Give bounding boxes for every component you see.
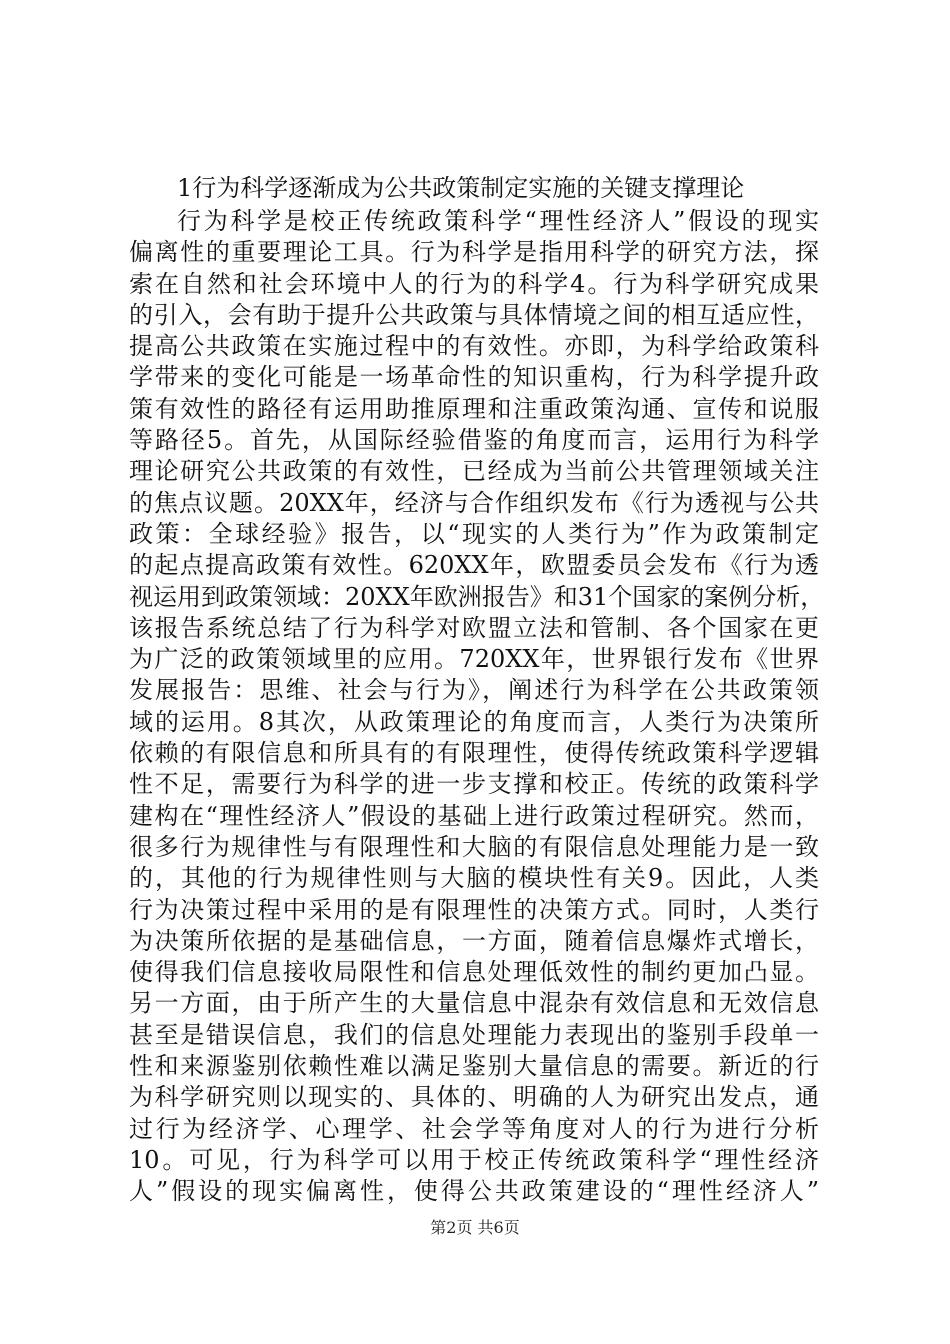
text-line: 视运用到政策领域：20XX年欧洲报告》和31个国家的案例分析，: [129, 582, 825, 611]
text-line: 性不足，需要行为科学的进一步支撑和校正。传统的政策科学: [129, 770, 819, 799]
text-line: 域的运用。8其次，从政策理论的角度而言，人类行为决策所: [129, 707, 819, 736]
text-line: 依赖的有限信息和所具有的有限理性，使得传统政策科学逻辑: [129, 739, 819, 768]
text-line: 行为科学是校正传统政策科学“理性经济人”假设的现实: [177, 207, 819, 235]
text-line: 的焦点议题。20XX年，经济与合作组织发布《行为透视与公共: [129, 488, 819, 517]
text-line: 政策：全球经验》报告，以“现实的人类行为”作为政策制定: [129, 519, 819, 548]
text-line: 过行为经济学、心理学、社会学等角度对人的行为进行分析: [129, 1114, 819, 1143]
text-line: 提高公共政策在实施过程中的有效性。亦即，为科学给政策科: [129, 332, 819, 361]
text-line: 的起点提高政策有效性。620XX年，欧盟委员会发布《行为透: [129, 551, 819, 580]
text-line: 行为决策过程中采用的是有限理性的决策方式。同时，人类行: [129, 895, 819, 924]
text-line: 10。可见，行为科学可以用于校正传统政策科学“理性经济: [129, 1145, 819, 1174]
text-line: 策有效性的路径有运用助推原理和注重政策沟通、宣传和说服: [129, 394, 819, 423]
text-line: 理论研究公共政策的有效性，已经成为当前公共管理领域关注: [129, 457, 819, 486]
text-line: 甚至是错误信息，我们的信息处理能力表现出的鉴别手段单一: [129, 1020, 819, 1049]
paragraph: [129, 206, 825, 1208]
text-line: 发展报告：思维、社会与行为》，阐述行为科学在公共政策领: [129, 676, 819, 705]
text-line: 的，其他的行为规律性则与大脑的模块性有关9。因此，人类: [129, 864, 819, 893]
page-number-footer: 第2页 共6页: [430, 1218, 520, 1237]
text-line: 使得我们信息接收局限性和信息处理低效性的制约更加凸显。: [129, 958, 819, 987]
text-line: 性和来源鉴别依赖性难以满足鉴别大量信息的需要。新近的行: [129, 1052, 819, 1081]
text-line: 索在自然和社会环境中人的行为的科学4。行为科学研究成果: [129, 269, 819, 298]
text-line: 人”假设的现实偏离性，使得公共政策建设的“理性经济人”: [129, 1177, 819, 1206]
text-line: 学带来的变化可能是一场革命性的知识重构，行为科学提升政: [129, 363, 819, 392]
text-line: 另一方面，由于所产生的大量信息中混杂有效信息和无效信息: [129, 989, 819, 1018]
section-heading: 1行为科学逐渐成为公共政策制定实施的关键支撑理论: [177, 174, 745, 202]
text-line: 建构在“理性经济人”假设的基础上进行政策过程研究。然而，: [129, 801, 819, 830]
document-body: [129, 172, 825, 1208]
text-line: 的引入，会有助于提升公共政策与具体情境之间的相互适应性，: [129, 300, 819, 329]
text-line: 等路径5。首先，从国际经验借鉴的角度而言，运用行为科学: [129, 426, 819, 455]
text-line: 为科学研究则以现实的、具体的、明确的人为研究出发点，通: [129, 1083, 819, 1112]
text-line: 很多行为规律性与有限理性和大脑的有限信息处理能力是一致: [129, 832, 819, 861]
text-line: 偏离性的重要理论工具。行为科学是指用科学的研究方法，探: [129, 238, 819, 267]
text-line: 为决策所依据的是基础信息，一方面，随着信息爆炸式增长，: [129, 926, 819, 955]
text-line: 为广泛的政策领域里的应用。720XX年，世界银行发布《世界: [129, 645, 819, 674]
text-line: 该报告系统总结了行为科学对欧盟立法和管制、各个国家在更: [129, 613, 819, 642]
